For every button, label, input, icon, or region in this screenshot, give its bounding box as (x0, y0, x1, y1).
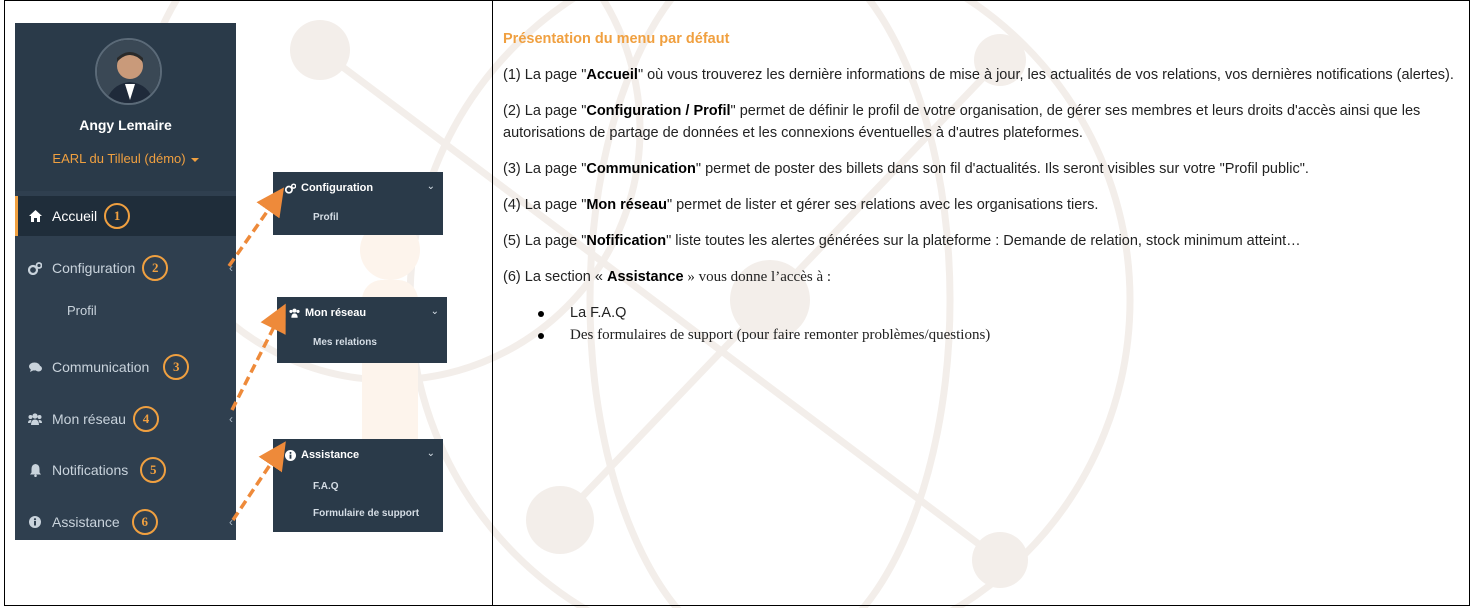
popup-item-faq[interactable]: F.A.Q (313, 481, 339, 492)
chevron-left-icon: ‹ (229, 261, 233, 275)
list-item: La F.A.Q (503, 302, 1463, 324)
list-item: Des formulaires de support (pour faire remonter problèmes/questions) (503, 324, 1463, 346)
popup-item-mes-relations[interactable]: Mes relations (313, 337, 377, 348)
step-number-badge: 2 (142, 255, 168, 281)
step-number-badge: 4 (133, 406, 159, 432)
sidebar-item-label: Notifications (52, 462, 129, 478)
org-name: EARL du Tilleul (démo) (52, 151, 186, 166)
step-number-badge: 1 (104, 203, 130, 229)
step-number-badge: 3 (163, 354, 189, 380)
arrow-assistance (233, 450, 280, 520)
assistance-list (503, 302, 1463, 346)
paragraph-4: (4) La page "Mon réseau" permet de lister et gérer ses relations avec les organisations tiers. (503, 197, 1099, 213)
sidebar-item-label: Communication (52, 359, 150, 375)
chevron-down-icon: ⌄ (426, 181, 435, 192)
paragraph-3: (3) La page "Communication" permet de poster des billets dans son fil d'actualités. Ils seront visibles sur votre "Profil public". (503, 161, 1309, 177)
paragraph-6: (6) La section « Assistance » vous donne l’accès à : (503, 269, 832, 285)
chevron-down-icon: ⌄ (426, 448, 435, 459)
paragraph-1: (1) La page "Accueil" où vous trouverez les dernière informations de mise à jour, les actualités de vos relations, vos dernières notifications (alertes). (503, 67, 1454, 83)
chevron-left-icon: ‹ (229, 412, 233, 426)
arrow-configuration (229, 196, 278, 266)
chevron-left-icon: ‹ (229, 515, 233, 529)
user-name: Angy Lemaire (79, 117, 172, 133)
arrow-mon-reseau (232, 313, 281, 410)
sidebar-item-label: Configuration (52, 260, 136, 276)
popup-title: Configuration (301, 182, 374, 194)
popup-title: Mon réseau (305, 307, 367, 319)
popup-item-profil[interactable]: Profil (313, 212, 339, 223)
popup-title: Assistance (301, 449, 360, 461)
paragraph-2: (2) La page "Configuration / Profil" permet de définir le profil de votre organisation, de gérer ses membres et leurs droits d'accès ainsi que les autorisations de partage de données et les connexions éventuelles à d'autres plateformes. (503, 103, 1421, 141)
chevron-down-icon: ⌄ (430, 306, 439, 317)
step-number-badge: 6 (132, 509, 158, 535)
description-text (503, 28, 1463, 346)
popup-item-formulaire-support[interactable]: Formulaire de support (313, 508, 420, 519)
section-heading: Présentation du menu par défaut (503, 31, 730, 47)
sidebar-item-label: Accueil (52, 208, 98, 224)
sidebar-subitem-profil[interactable]: Profil (67, 303, 97, 318)
sidebar-item-label: Assistance (52, 514, 120, 530)
sidebar-item-label: Mon réseau (52, 411, 126, 427)
paragraph-5: (5) La page "Nofification" liste toutes les alertes générées sur la plateforme : Demande de relation, stock minimum atteint… (503, 233, 1301, 249)
step-number-badge: 5 (140, 457, 166, 483)
